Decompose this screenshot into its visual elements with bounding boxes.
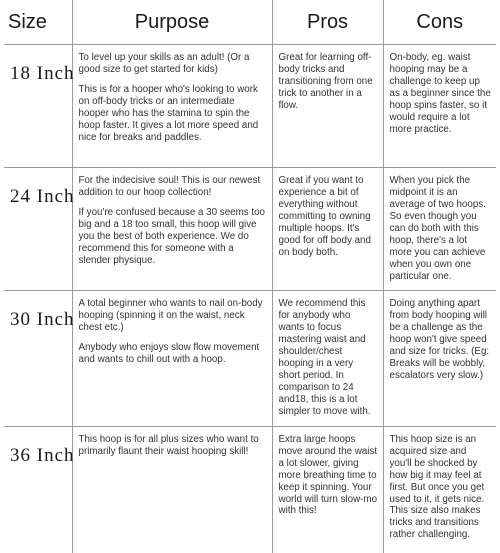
table-row xyxy=(4,426,496,553)
purpose-text: A total beginner who wants to nail on-body hooping (spinning it on the waist, neck chest etc.) xyxy=(78,298,263,334)
purpose-text: Anybody who enjoys slow flow movement and wants to chill out with a hoop. xyxy=(78,342,260,366)
purpose-text: This hoop is for all plus sizes who want to primarily flaunt their waist hooping skill! xyxy=(78,433,259,457)
cons-cell xyxy=(383,45,496,168)
pros-cell xyxy=(272,426,383,553)
purpose-cell xyxy=(72,45,272,168)
cons-cell xyxy=(383,291,496,426)
size-header: Size xyxy=(4,0,72,45)
pros-text: Great if you want to experience a bit of everything without committing to owning multiple hoops. It's good for off body and on body both. xyxy=(278,175,371,258)
header-row xyxy=(4,0,496,45)
cons-text: Doing anything apart from body hooping will be a challenge as the hoop won't give speed and size for tricks. (Eg: Breaks will be wobbly, escalators very slow.) xyxy=(389,298,490,382)
purpose-text: To level up your skills as an adult! (Or a good size to get started for kids) xyxy=(78,52,250,75)
pros-cell xyxy=(272,45,383,168)
cons-cell xyxy=(383,426,496,553)
pros-text: Extra large hoops move around the waist a lot slower, giving more breathing time to keep it spinning. Your world will turn slow-mo with this! xyxy=(278,433,378,517)
purpose-cell xyxy=(72,291,272,426)
cons-text: This hoop size is an acquired size and you'll be shocked by how big it may feel at first. But once you get used to it, it gets nice. This size also makes tricks and transitions rather challenging. xyxy=(389,433,485,541)
table-row xyxy=(4,45,496,168)
purpose-text: If you're confused because a 30 seems too big and a 18 too small, this hoop will give you the best of both experience. We do recommend this for someone with a slender physique. xyxy=(78,206,265,266)
table-row xyxy=(4,168,496,291)
pros-header: Pros xyxy=(272,0,383,45)
pros-text: Great for learning off-body tricks and transitioning from one trick to another in a flow. xyxy=(278,52,373,111)
purpose-cell xyxy=(72,168,272,291)
purpose-cell xyxy=(72,426,272,553)
purpose-text: For the indecisive soul! This is our newest addition to our hoop collection! xyxy=(78,175,261,198)
cons-header: Cons xyxy=(383,0,496,45)
size-cell: 24 Inch xyxy=(4,168,72,291)
cons-cell xyxy=(383,168,496,291)
cons-text: On-body, eg. waist hooping may be a challenge to keep up as a beginner since the hoop spins faster, so it would require a lot more practice. xyxy=(389,52,491,135)
size-cell: 30 Inch xyxy=(4,291,72,426)
hoop-size-guide xyxy=(4,0,496,541)
table-row xyxy=(4,291,496,426)
purpose-text: This is for a hooper who's looking to work on off-body tricks or an intermediate hooper who has the stamina to spin the hoop faster. It gives a lot more speed and nice for breaks and paddles. xyxy=(78,83,259,143)
pros-cell xyxy=(272,291,383,426)
size-cell: 18 Inch xyxy=(4,45,72,168)
pros-cell xyxy=(272,168,383,291)
pros-text: We recommend this for anybody who wants to focus mastering waist and shoulder/chest hooping in a very short period. In comparison to 24 and18, this is a lot simpler to move with. xyxy=(278,298,371,417)
size-cell: 36 Inch xyxy=(4,426,72,553)
size-comparison-table xyxy=(4,0,496,553)
purpose-header: Purpose xyxy=(72,0,272,45)
cons-text: When you pick the midpoint it is an average of two hoops. So even though you can do both with this hoop, there's a lot more you can achieve when you own one particular one. xyxy=(389,175,486,282)
